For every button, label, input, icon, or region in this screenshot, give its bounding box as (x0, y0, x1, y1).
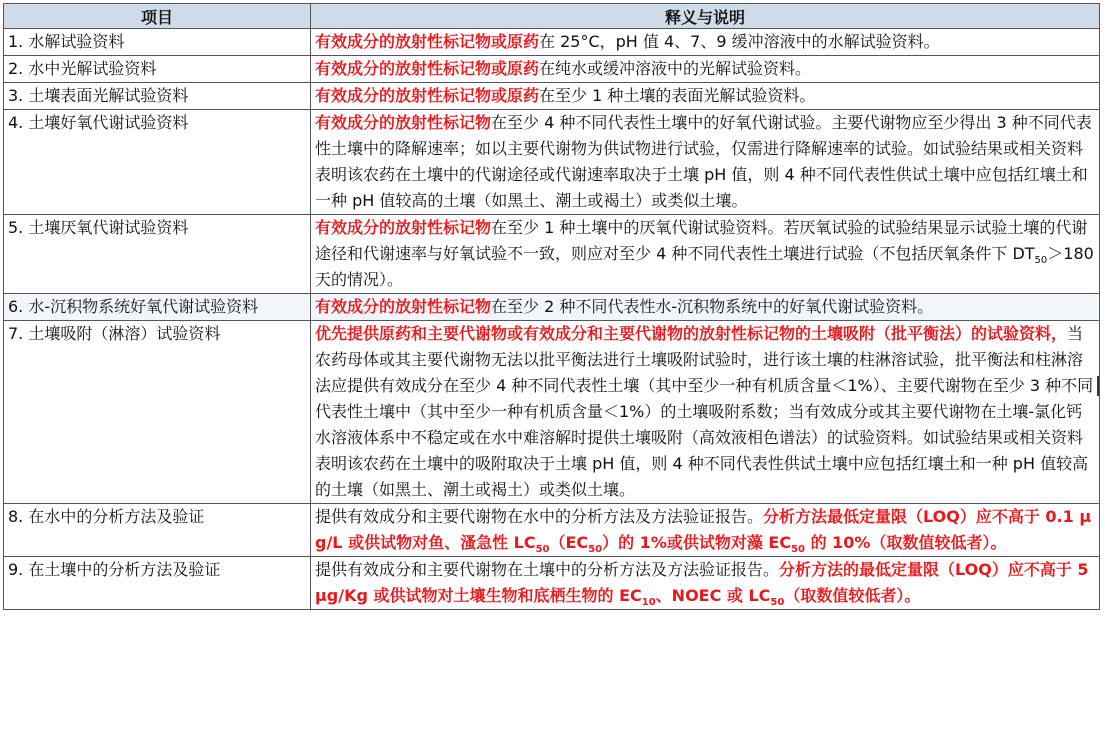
table-row (4, 56, 1100, 83)
row-description (311, 215, 1100, 294)
highlight-text: （EC (549, 533, 589, 552)
header-description: 释义与说明 (311, 4, 1100, 29)
row-item: 1. 水解试验资料 (4, 29, 311, 56)
table-row (4, 83, 1100, 110)
desc-text: 提供有效成分和主要代谢物在土壤中的分析方法及方法验证报告。 (315, 560, 780, 579)
row-item: 6. 水-沉积物系统好氧代谢试验资料 (4, 294, 311, 321)
subscript-text: 50 (770, 597, 785, 609)
highlight-text: 有效成分的放射性标记物 (315, 218, 492, 237)
highlight-text: 的 10%（取数值较低者）。 (805, 533, 1007, 552)
row-description (311, 56, 1100, 83)
desc-text: 在至少 1 种土壤的表面光解试验资料。 (539, 86, 816, 105)
row-description (311, 83, 1100, 110)
row-description (311, 504, 1100, 557)
row-item: 8. 在水中的分析方法及验证 (4, 504, 311, 557)
subscript-text: 10 (641, 597, 656, 609)
row-description (311, 29, 1100, 56)
data-table (3, 3, 1100, 610)
row-item: 7. 土壤吸附（淋溶）试验资料 (4, 321, 311, 504)
highlight-text: 有效成分的放射性标记物或原药 (315, 59, 540, 78)
subscript-text: 50 (535, 544, 550, 556)
desc-text: ＞180 天的情况）。 (315, 244, 1094, 289)
desc-text: 在 25°C，pH 值 4、7、9 缓冲溶液中的水解试验资料。 (539, 32, 940, 51)
desc-text: 在至少 4 种不同代表性土壤中的好氧代谢试验。主要代谢物应至少得出 3 种不同代表性土壤中的降解速率；如以主要代谢物为供试物进行试验，仅需进行降解速率的试验。如试验结果或相关资料表明该农药在土壤中的代谢途径或代谢速率取决于土壤 pH 值，则 4 种不同代表性供试土壤中应包括红壤土和一种 pH 值较高的土壤（如黑土、潮土或褐土）或类似土壤。 (315, 113, 1092, 210)
subscript-text: 50 (588, 544, 603, 556)
highlight-text: 有效成分的放射性标记物 (315, 297, 492, 316)
highlight-text: 、NOEC 或 LC (655, 586, 771, 605)
row-item: 4. 土壤好氧代谢试验资料 (4, 110, 311, 215)
table-row (4, 504, 1100, 557)
desc-text: 在纯水或缓冲溶液中的光解试验资料。 (539, 59, 812, 78)
table-row (4, 557, 1100, 610)
row-description (311, 110, 1100, 215)
row-description (311, 294, 1100, 321)
highlight-text: 有效成分的放射性标记物 (315, 113, 492, 132)
highlight-text: 分析方法最低定量限（LOQ）应不高于 0.1 μg/L 或供试物对鱼、溞急性 LC (315, 507, 1092, 552)
row-description (311, 557, 1100, 610)
highlight-text: 优先提供原药和主要代谢物或有效成分和主要代谢物的放射性标记物的土壤吸附（批平衡法）的试验资料， (315, 324, 1068, 343)
row-item: 2. 水中光解试验资料 (4, 56, 311, 83)
subscript-text: 50 (791, 544, 806, 556)
table-row (4, 215, 1100, 294)
row-item: 5. 土壤厌氧代谢试验资料 (4, 215, 311, 294)
table-row (4, 110, 1100, 215)
row-item: 3. 土壤表面光解试验资料 (4, 83, 311, 110)
highlight-text: 有效成分的放射性标记物或原药 (315, 86, 540, 105)
desc-text: 在至少 1 种土壤中的厌氧代谢试验资料。若厌氧试验的试验结果显示试验土壤的代谢途径和代谢速率与好氧试验不一致，则应对至少 4 种不同代表性土壤进行试验（不包括厌氧条件下 DT (315, 218, 1088, 263)
subscript-text: 50 (1034, 255, 1048, 267)
table-row (4, 321, 1100, 504)
highlight-text: 有效成分的放射性标记物或原药 (315, 32, 540, 51)
desc-text: 在至少 2 种不同代表性水-沉积物系统中的好氧代谢试验资料。 (491, 297, 934, 316)
table-row (4, 29, 1100, 56)
header-item: 项目 (4, 4, 311, 29)
text-cursor (1097, 376, 1099, 396)
desc-text: 提供有效成分和主要代谢物在水中的分析方法及方法验证报告。 (315, 507, 764, 526)
desc-text: 当农药母体或其主要代谢物无法以批平衡法进行土壤吸附试验时，进行该土壤的柱淋溶试验，批平衡法和柱淋溶法应提供有效成分在至少 4 种不同代表性土壤（其中至少一种有机质含量＜1%）、主要代谢物在至少 3 种不同代表性土壤中（其中至少一种有机质含量＜1%）的土壤吸附系数；当有效成分或其主要代谢物在土壤-氯化钙水溶液体系中不稳定或在水中难溶解时提供土壤吸附（高效液相色谱法）的试验资料。如试验结果或相关资料表明该农药在土壤中的吸附取决于土壤 pH 值，则 4 种不同代表性供试土壤中应包括红壤土和一种 pH 值较高的土壤（如黑土、潮土或褐土）或类似土壤。 (315, 324, 1094, 499)
table-header-row (4, 4, 1100, 29)
row-description (311, 321, 1100, 504)
highlight-text: 分析方法的最低定量限（LOQ）应不高于 5 μg/Kg 或供试物对土壤生物和底栖生物的 EC (315, 560, 1089, 605)
row-item: 9. 在土壤中的分析方法及验证 (4, 557, 311, 610)
table-row (4, 294, 1100, 321)
highlight-text: ）的 1%或供试物对藻 EC (602, 533, 792, 552)
table-body (4, 29, 1100, 610)
highlight-text: （取数值较低者）。 (784, 586, 921, 605)
